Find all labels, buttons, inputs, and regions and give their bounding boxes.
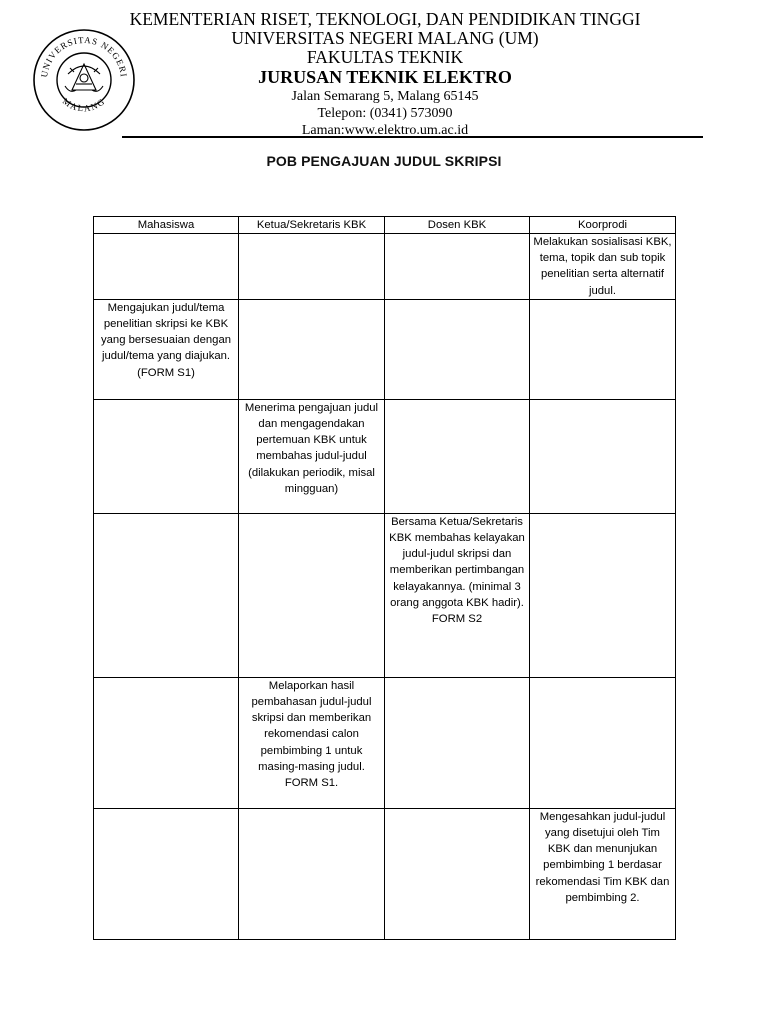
table-cell	[385, 808, 530, 939]
table-cell: Melakukan sosialisasi KBK, tema, topik dan sub topik penelitian serta alternatif judul.	[530, 234, 676, 300]
table-row	[94, 677, 676, 808]
university-name: UNIVERSITAS NEGERI MALANG (UM)	[231, 28, 539, 48]
table-cell	[94, 677, 239, 808]
table-cell	[239, 234, 385, 300]
table-cell	[385, 299, 530, 399]
table-row	[94, 299, 676, 399]
table-cell: Menerima pengajuan judul dan mengagendakan pertemuan KBK untuk membahas judul-judul (dilakukan periodik, misal mingguan)	[239, 399, 385, 513]
table-cell	[385, 234, 530, 300]
table-row	[94, 399, 676, 513]
table-cell: Mengesahkan judul-judul yang disetujui oleh Tim KBK dan menunjukan pembimbing 1 berdasar rekomendasi Tim KBK dan pembimbing 2.	[530, 808, 676, 939]
seal-text-top: UNIVERSITAS NEGERI	[38, 34, 129, 79]
table-row	[94, 513, 676, 677]
ministry-name: KEMENTERIAN RISET, TEKNOLOGI, DAN PENDIDIKAN TINGGI	[129, 9, 641, 29]
table-cell	[530, 399, 676, 513]
table-cell	[530, 513, 676, 677]
phone: Telepon: (0341) 573090	[317, 106, 453, 121]
column-header-ketua-sekretaris-kbk: Ketua/Sekretaris KBK	[239, 217, 385, 234]
table-cell	[94, 808, 239, 939]
table-cell	[239, 808, 385, 939]
faculty-name: FAKULTAS TEKNIK	[306, 47, 464, 67]
table-cell	[94, 234, 239, 300]
column-header-mahasiswa: Mahasiswa	[94, 217, 239, 234]
table-cell: Bersama Ketua/Sekretaris KBK membahas kelayakan judul-judul skripsi dan memberikan pertimbangan kelayakannya. (minimal 3 orang anggota KBK hadir). FORM S2	[385, 513, 530, 677]
svg-text:MALANG	[61, 96, 108, 113]
address: Jalan Semarang 5, Malang 65145	[291, 89, 479, 104]
department-name: JURUSAN TEKNIK ELEKTRO	[258, 67, 512, 87]
table-cell	[530, 677, 676, 808]
table-cell	[94, 399, 239, 513]
website: Laman:www.elektro.um.ac.id	[301, 123, 469, 138]
letterhead	[120, 10, 650, 139]
column-header-dosen-kbk: Dosen KBK	[385, 217, 530, 234]
table-row	[94, 808, 676, 939]
table-cell	[239, 513, 385, 677]
table-row	[94, 234, 676, 300]
table-cell	[385, 677, 530, 808]
table-cell	[530, 299, 676, 399]
procedure-table	[93, 216, 676, 940]
table-cell	[94, 513, 239, 677]
column-header-koorprodi: Koorprodi	[530, 217, 676, 234]
table-cell: Mengajukan judul/tema penelitian skripsi ke KBK yang bersesuaian dengan judul/tema yang diajukan. (FORM S1)	[94, 299, 239, 399]
seal-text-bottom: MALANG	[60, 95, 108, 114]
table-header-row	[94, 217, 676, 234]
document-title: POB PENGAJUAN JUDUL SKRIPSI	[266, 153, 502, 169]
table-cell: Melaporkan hasil pembahasan judul-judul skripsi dan memberikan rekomendasi calon pembimbing 1 untuk masing-masing judul. FORM S1.	[239, 677, 385, 808]
table-cell	[385, 399, 530, 513]
table-cell	[239, 299, 385, 399]
letterhead-divider	[122, 136, 703, 138]
